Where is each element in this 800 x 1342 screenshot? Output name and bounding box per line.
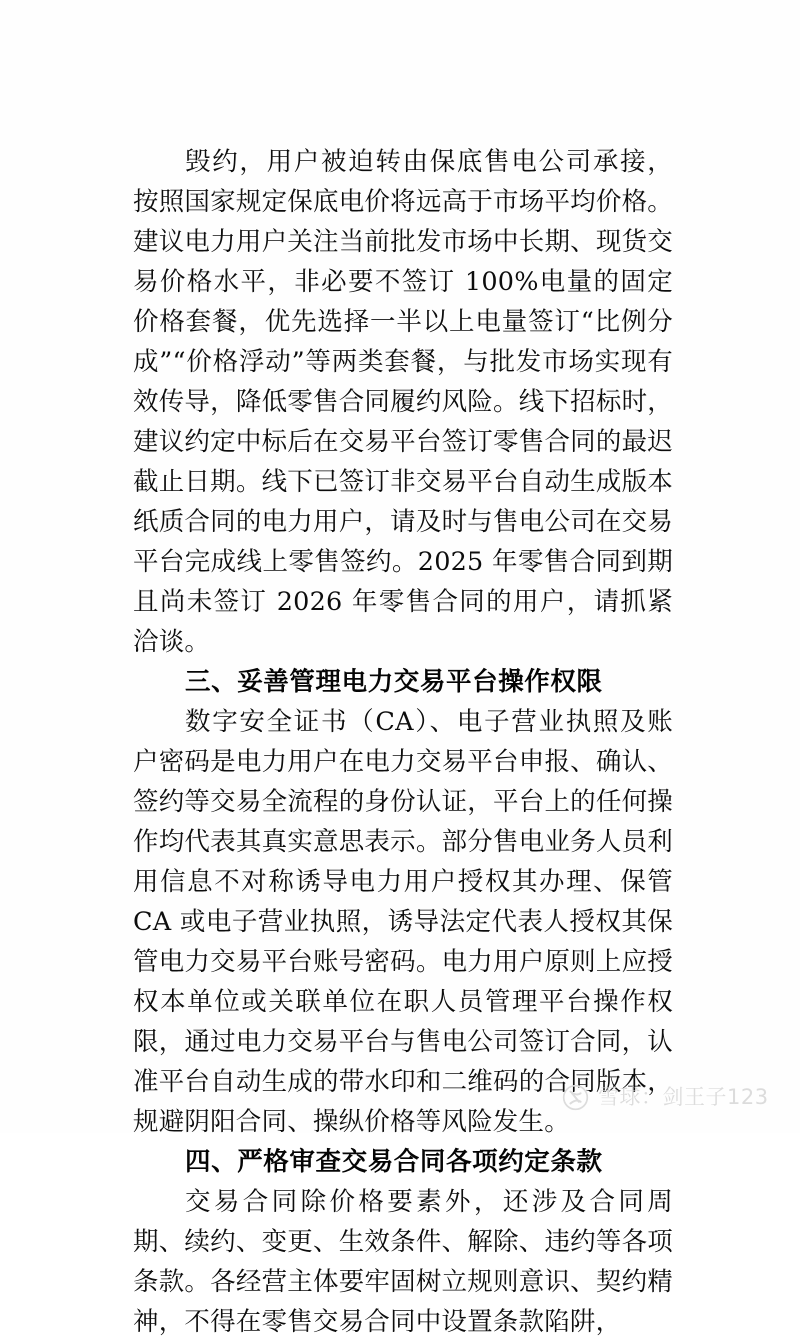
watermark-text: 雪球：剑王子123 [598, 1085, 769, 1109]
document-text-column [133, 142, 673, 1342]
body-paragraph: 数字安全证书（CA）、电子营业执照及账户密码是电力用户在电力交易平台申报、确认、签约等交易全流程的身份认证，平台上的任何操作均代表其真实意思表示。部分售电业务人员利用信息不对称诱导电力用户授权其办理、保管 CA 或电子营业执照，诱导法定代表人授权其保管电力交易平台账号密码。电力用户原则上应授权本单位或关联单位在职人员管理平台操作权限，通过电力交易平台与售电公司签订合同，认准平台自动生成的带水印和二维码的合同版本，规避阴阳合同、操纵价格等风险发生。 [133, 707, 673, 1137]
section-heading-four: 四、严格审查交易合同各项约定条款 [185, 1147, 603, 1177]
section-heading-three: 三、妥善管理电力交易平台操作权限 [185, 667, 603, 697]
xueqiu-logo-icon [562, 1084, 589, 1111]
body-paragraph: 毁约，用户被迫转由保底售电公司承接，按照国家规定保底电价将远高于市场平均价格。建议电力用户关注当前批发市场中长期、现货交易价格水平，非必要不签订 100%电量的固定价格套餐，优先选择一半以上电量签订“比例分成”“价格浮动”等两类套餐，与批发市场实现有效传导，降低零售合同履约风险。线下招标时，建议约定中标后在交易平台签订零售合同的最迟截止日期。线下已签订非交易平台自动生成版本纸质合同的电力用户，请及时与售电公司在交易平台完成线上零售签约。2025 年零售合同到期且尚未签订 2026 年零售合同的用户，请抓紧洽谈。 [133, 147, 673, 657]
body-paragraph: 交易合同除价格要素外，还涉及合同周期、续约、变更、生效条件、解除、违约等各项条款。各经营主体要牢固树立规则意识、契约精神，不得在零售交易合同中设置条款陷阱， [133, 1187, 673, 1337]
watermark [562, 1084, 769, 1111]
